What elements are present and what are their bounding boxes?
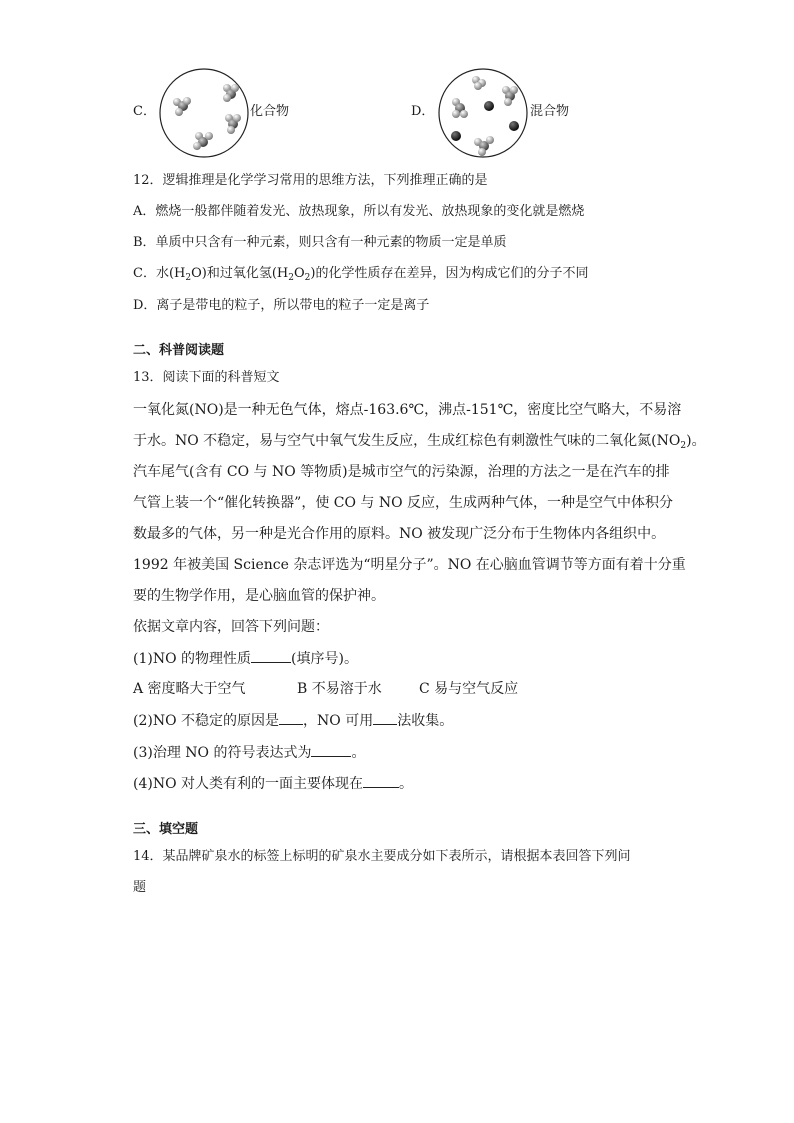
q13-sub2: (2)NO 不稳定的原因是 ，NO 可用 法收集。	[133, 710, 453, 731]
option-d-caption: 混合物	[530, 104, 570, 119]
compound-molecule-diagram	[157, 66, 251, 160]
section2-heading: 二、科普阅读题	[133, 343, 225, 358]
q13-option-b: B 不易溶于水	[297, 681, 382, 697]
q13-sub1: (1)NO 的物理性质 (填序号)。	[133, 648, 358, 669]
article-line-1: 一氧化氮(NO)是一种无色气体，熔点-163.6℃，沸点-151℃，密度比空气略大，不易溶	[133, 402, 682, 418]
q14-stem-line-2: 题	[133, 880, 147, 895]
q12-option-c: C．水$(H_2O)$和过氧化氢$(H_2O_2)$的化学性质存在差异，因为构成它们的分子不同	[133, 266, 589, 283]
article-line-5: 数最多的气体，另一种是光合作用的原料。NO 被发现广泛分布于生物体内各组织中。	[133, 526, 666, 542]
article-line-6: 1992 年被美国 Science 杂志评选为“明星分子”。NO 在心脑血管调节等方面有着十分重	[133, 557, 686, 573]
q13-option-c: C 易与空气反应	[419, 681, 519, 697]
atom-black	[484, 101, 494, 111]
mixture-molecule-diagram	[436, 66, 530, 160]
q14-stem-line-1: 14．某品牌矿泉水的标签上标明的矿泉水主要成分如下表所示，请根据本表回答下列问	[133, 849, 631, 864]
option-c-caption: 化合物	[250, 104, 290, 119]
article-line-3: 汽车尾气(含有 CO 与 NO 等物质)是城市空气的污染源，治理的方法之一是在汽车的排	[133, 464, 670, 480]
q13-sub4: (4)NO 对人类有利的一面主要体现在 。	[133, 773, 413, 794]
q13-option-a: A 密度略大于空气	[133, 681, 246, 697]
atom-black	[451, 131, 461, 141]
atom-black	[509, 121, 519, 131]
answer-blank[interactable]	[279, 710, 303, 725]
answer-blank[interactable]	[363, 773, 399, 788]
option-d-letter: D．	[411, 104, 435, 119]
q12-option-d: D．离子是带电的粒子，所以带电的粒子一定是离子	[133, 298, 430, 313]
option-c-letter: C．	[133, 104, 156, 119]
q13-sub3: (3)治理 NO 的符号表达式为 。	[133, 742, 365, 763]
q13-stem: 13．阅读下面的科普短文	[133, 370, 280, 385]
article-line-2: 于水。NO 不稳定，易与空气中氧气发生反应，生成红棕色有刺激性气味的二氧化氮$(NO_2)$。	[133, 433, 706, 451]
answer-blank[interactable]	[373, 710, 397, 725]
section3-heading: 三、填空题	[133, 822, 199, 837]
article-line-7: 要的生物学作用，是心脑血管的保护神。	[133, 588, 385, 604]
q12-option-b: B．单质中只含有一种元素，则只含有一种元素的物质一定是单质	[133, 235, 507, 250]
answer-prompt: 依据文章内容，回答下列问题：	[133, 619, 329, 635]
q12-option-a: A．燃烧一般都伴随着发光、放热现象，所以有发光、放热现象的变化就是燃烧	[133, 204, 585, 219]
answer-blank[interactable]	[251, 648, 291, 663]
q12-stem: 12．逻辑推理是化学学习常用的思维方法，下列推理正确的是	[133, 173, 488, 188]
article-line-4: 气管上装一个“催化转换器”，使 CO 与 NO 反应，生成两种气体，一种是空气中体积分	[133, 495, 674, 511]
answer-blank[interactable]	[311, 742, 351, 757]
